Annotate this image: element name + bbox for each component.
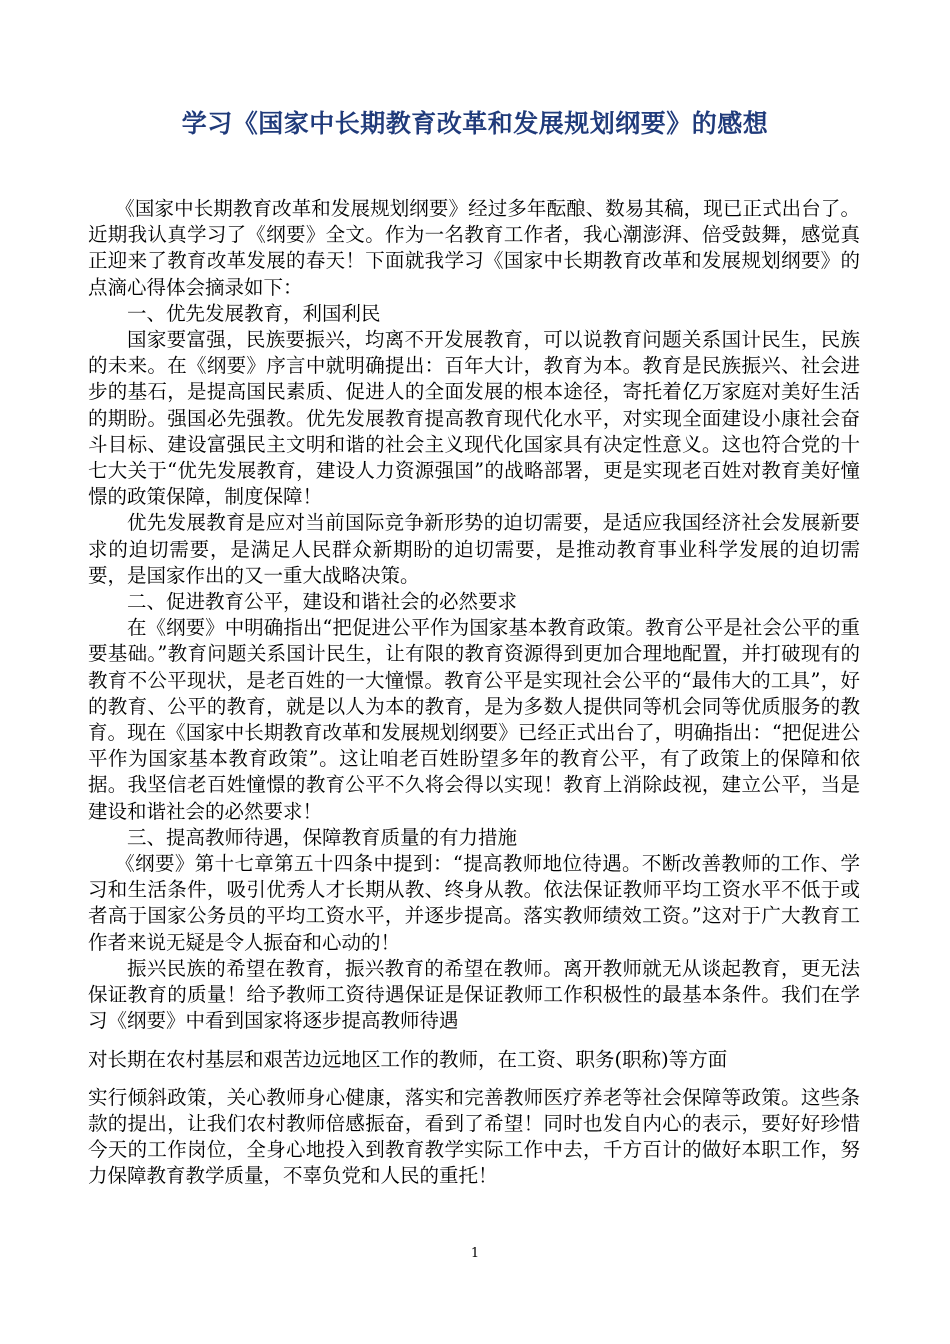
paragraph: 对长期在农村基层和艰苦边远地区工作的教师，在工资、职务(职称)等方面 — [88, 1047, 728, 1071]
document-title: 学习《国家中长期教育改革和发展规划纲要》的感想 — [181, 109, 769, 138]
section-heading-2: 二、促进教育公平，建设和谐社会的必然要求 — [127, 590, 518, 614]
paragraph: 实行倾斜政策，关心教师身心健康，落实和完善教师医疗养老等社会保障等政策。这些条款的提出，让我们农村教师倍感振奋，看到了希望！同时也发自内心的表示，要好好珍惜今天的工作岗位，全身心地投入到教育教学实际工作中去，千方百计的做好本职工作，努力保障教育教学质量，不辜负党和人民的重托！ — [88, 1085, 860, 1188]
document-body — [88, 196, 860, 1190]
paragraph: 《纲要》第十七章第五十四条中提到：“提高教师地位待遇。不断改善教师的工作、学习和生活条件，吸引优秀人才长期从教、终身从教。依法保证教师平均工资水平不低于或者高于国家公务员的平均工资水平，并逐步提高。落实教师绩效工资。”这对于广大教育工作者来说无疑是令人振奋和心动的！ — [88, 852, 860, 954]
section-heading-3: 三、提高教师待遇，保障教育质量的有力措施 — [127, 825, 518, 849]
paragraph: 国家要富强，民族要振兴，均离不开发展教育，可以说教育问题关系国计民生，民族的未来。在《纲要》序言中就明确提出：百年大计，教育为本。教育是民族振兴、社会进步的基石，是提高国民素质、促进人的全面发展的根本途径，寄托着亿万家庭对美好生活的期盼。强国必先强教。优先发展教育提高教育现代化水平，对实现全面建设小康社会奋斗目标、建设富强民主文明和谐的社会主义现代化国家具有决定性意义。这也符合党的十七大关于“优先发展教育，建设人力资源强国”的战略部署，更是实现老百姓对教育美好憧憬的政策保障，制度保障！ — [88, 328, 860, 509]
paragraph: 在《纲要》中明确指出“把促进公平作为国家基本教育政策。教育公平是社会公平的重要基础。”教育问题关系国计民生，让有限的教育资源得到更加合理地配置，并打破现有的教育不公平现状，是老百姓的一大憧憬。教育公平是实现社会公平的“最伟大的工具”，好的教育、公平的教育，就是以人为本的教育，是为多数人提供同等机会同等优质服务的教育。现在《国家中长期教育改革和发展规划纲要》已经正式出台了，明确指出：“把促进公平作为国家基本教育政策”。这让咱老百姓盼望多年的教育公平，有了政策上的保障和依据。我坚信老百姓憧憬的教育公平不久将会得以实现！教育上消除歧视，建立公平，当是建设和谐社会的必然要求！ — [88, 616, 860, 823]
section-heading-1: 一、优先发展教育，利国利民 — [127, 301, 381, 325]
paragraph: 优先发展教育是应对当前国际竞争新形势的迫切需要，是适应我国经济社会发展新要求的迫切需要，是满足人民群众新期盼的迫切需要，是推动教育事业科学发展的迫切需要，是国家作出的又一重大战略决策。 — [88, 511, 860, 587]
page-number: 1 — [470, 1246, 480, 1261]
paragraph-intro: 《国家中长期教育改革和发展规划纲要》经过多年酝酿、数易其稿，现已正式出台了。近期我认真学习了《纲要》全文。作为一名教育工作者，我心潮澎湃、倍受鼓舞，感觉真正迎来了教育改革发展的春天！下面就我学习《国家中长期教育改革和发展规划纲要》的点滴心得体会摘录如下： — [88, 197, 860, 299]
paragraph: 振兴民族的希望在教育，振兴教育的希望在教师。离开教师就无从谈起教育，更无法保证教育的质量！给予教师工资待遇保证是保证教师工作积极性的最基本条件。我们在学习《纲要》中看到国家将逐步提高教师待遇 — [88, 956, 860, 1033]
